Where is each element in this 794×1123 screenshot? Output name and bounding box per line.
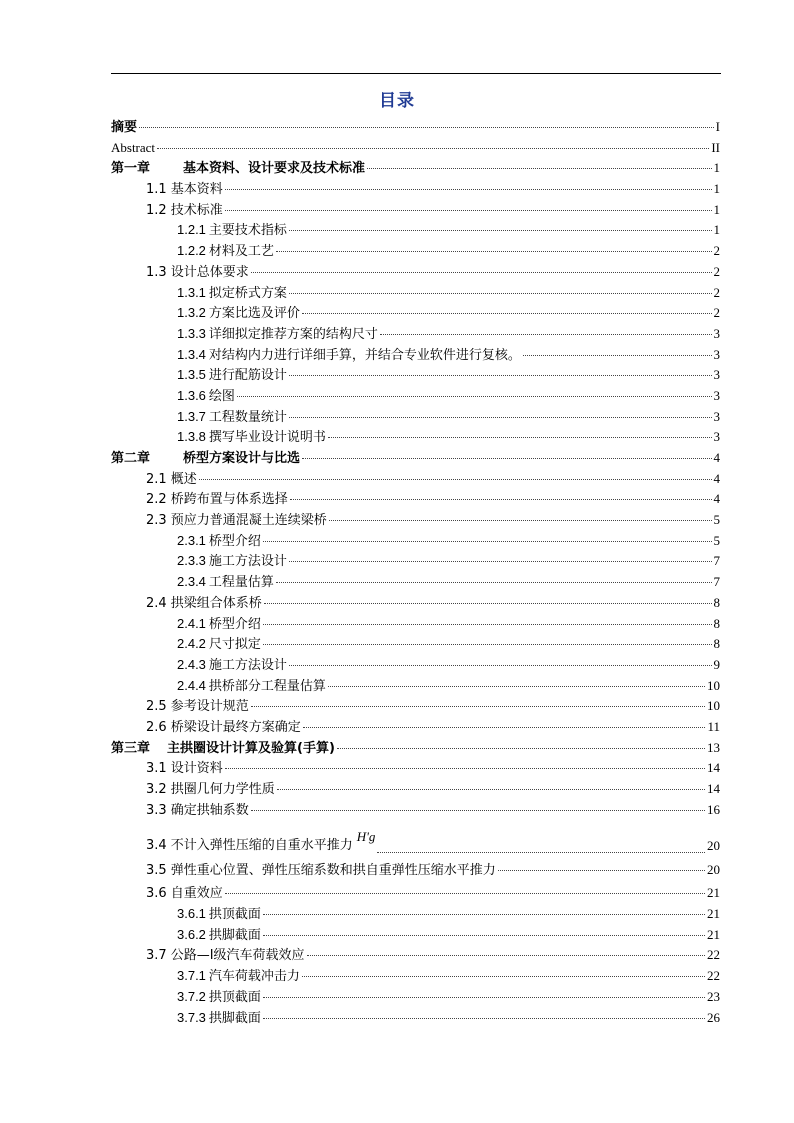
- toc-entry-title: 进行配筋设计: [208, 368, 287, 384]
- toc-entry-page: 5: [713, 532, 720, 548]
- dot-leader: [263, 624, 712, 625]
- toc-entry-page: 21: [707, 926, 720, 942]
- toc-entry-title: 桥梁设计最终方案确定: [170, 719, 301, 735]
- toc-entry-page: 21: [707, 885, 720, 901]
- toc-entry-title: 弹性重心位置、弹性压缩系数和拱自重弹性压缩水平推力: [170, 863, 496, 879]
- toc-entry[interactable]: [111, 365, 720, 386]
- toc-entry-page: 23: [707, 988, 720, 1004]
- toc-entry-number: 1.2: [146, 202, 167, 218]
- toc-entry[interactable]: [111, 883, 720, 904]
- toc-entry-title: 拟定桥式方案: [208, 285, 287, 301]
- dot-leader: [251, 810, 705, 811]
- dot-leader: [367, 168, 711, 169]
- dot-leader: [263, 914, 705, 915]
- dot-leader: [237, 396, 712, 397]
- dot-leader: [498, 870, 705, 871]
- toc-entry-page: 8: [713, 594, 720, 610]
- dot-leader: [289, 561, 712, 562]
- dot-leader: [225, 893, 705, 894]
- dot-leader: [199, 479, 712, 480]
- toc-entry-title: 方案比选及评价: [208, 306, 300, 322]
- toc-entry-page: I: [715, 119, 720, 134]
- toc-entry-page: 1: [713, 181, 720, 197]
- toc-entry-title: 基本资料: [170, 182, 223, 198]
- table-of-contents: [111, 117, 720, 1028]
- toc-entry-title: 桥跨布置与体系选择: [170, 492, 288, 508]
- toc-entry-page: 3: [713, 387, 720, 403]
- toc-entry-page: 10: [707, 677, 720, 693]
- toc-entry-number: 3.5: [146, 863, 167, 879]
- toc-entry-title: 桥型介绍: [208, 533, 261, 549]
- toc-entry-page: 1: [713, 201, 720, 217]
- toc-entry-number: 2.3: [146, 513, 167, 529]
- toc-entry-number: 3.7.2: [177, 988, 206, 1004]
- toc-entry-page: 2: [713, 305, 720, 321]
- dot-leader: [157, 148, 709, 149]
- toc-entry-title: 撰写毕业设计说明书: [208, 430, 326, 446]
- toc-entry-page: 4: [713, 491, 720, 507]
- toc-entry[interactable]: [111, 510, 720, 531]
- toc-entry[interactable]: [111, 179, 720, 200]
- toc-entry[interactable]: [111, 738, 720, 759]
- toc-entry-page: 20: [707, 862, 720, 878]
- toc-entry[interactable]: [111, 614, 720, 635]
- toc-entry-number: 3.3: [146, 802, 167, 818]
- toc-entry-number: 3.7: [146, 948, 167, 964]
- toc-entry-title: 施工方法设计: [208, 657, 287, 673]
- dot-leader: [328, 437, 712, 438]
- toc-entry-title: 材料及工艺: [208, 244, 274, 260]
- dot-leader: [289, 375, 712, 376]
- toc-entry[interactable]: [111, 987, 720, 1008]
- toc-entry-page: 22: [707, 968, 720, 984]
- toc-entry-title: 对结构内力进行详细手算，并结合专业软件进行复核。: [208, 347, 521, 363]
- toc-entry[interactable]: [111, 220, 720, 241]
- toc-entry-title: 主拱圈设计计算及验算(手算): [167, 740, 335, 756]
- toc-entry-title: 拱桥部分工程量估算: [208, 678, 326, 694]
- toc-entry[interactable]: [111, 696, 720, 717]
- toc-entry-number: 1.3.1: [177, 284, 206, 300]
- toc-entry[interactable]: [111, 241, 720, 262]
- toc-entry-page: 2: [713, 284, 720, 300]
- toc-entry-title: 拱梁组合体系桥: [170, 595, 262, 611]
- toc-entry-page: 16: [707, 801, 720, 817]
- toc-entry-page: 13: [707, 739, 720, 755]
- toc-entry-number: 1.1: [146, 182, 167, 198]
- toc-entry-title: 设计资料: [170, 761, 223, 777]
- toc-entry-title: 参考设计规范: [170, 699, 249, 715]
- toc-entry-title: 汽车荷载冲击力: [208, 969, 300, 985]
- toc-entry[interactable]: [111, 676, 720, 697]
- dot-leader: [329, 520, 712, 521]
- toc-entry-number: 3.6.1: [177, 906, 206, 922]
- toc-entry[interactable]: [111, 427, 720, 448]
- dot-leader: [277, 789, 705, 790]
- dot-leader: [302, 458, 711, 459]
- toc-entry-title: 工程数量统计: [208, 409, 287, 425]
- toc-entry[interactable]: [111, 407, 720, 428]
- toc-entry[interactable]: [111, 345, 720, 366]
- toc-entry-number: 第三章: [111, 740, 151, 756]
- toc-entry-page: 14: [707, 760, 720, 776]
- toc-entry-number: 1.3.7: [177, 408, 206, 424]
- toc-entry[interactable]: [111, 117, 720, 138]
- toc-entry-number: 3.6: [146, 886, 167, 902]
- toc-entry-title: 主要技术指标: [208, 223, 287, 239]
- toc-entry-number: 2.4.2: [177, 636, 206, 652]
- toc-entry-title: 施工方法设计: [208, 554, 287, 570]
- toc-entry-title: Abstract: [111, 139, 156, 155]
- dot-leader: [337, 748, 705, 749]
- toc-entry-title: 详细拟定推荐方案的结构尺寸: [208, 326, 378, 342]
- toc-entry-number: 第二章: [111, 451, 151, 466]
- toc-entry-number: 2.3.1: [177, 532, 206, 548]
- toc-entry[interactable]: [111, 800, 720, 821]
- toc-entry-number: 3.6.2: [177, 926, 206, 942]
- dot-leader: [139, 127, 714, 128]
- toc-entry[interactable]: [111, 779, 720, 800]
- toc-entry-number: 2.4.1: [177, 615, 206, 631]
- toc-entry-page: 3: [713, 408, 720, 424]
- dot-leader: [251, 706, 705, 707]
- toc-entry-number: 3.4: [146, 838, 167, 854]
- toc-entry[interactable]: [111, 551, 720, 572]
- toc-entry-page: 4: [713, 450, 720, 465]
- toc-entry[interactable]: [111, 200, 720, 221]
- toc-entry-page: 9: [713, 656, 720, 672]
- toc-entry-page: 3: [713, 346, 720, 362]
- toc-entry-number: 2.3.4: [177, 574, 206, 590]
- toc-entry-page: 3: [713, 429, 720, 445]
- toc-entry-page: 10: [707, 698, 720, 714]
- toc-entry-number: 1.3.2: [177, 305, 206, 321]
- toc-entry-title: 桥型方案设计与比选: [183, 451, 301, 466]
- toc-entry[interactable]: [111, 448, 720, 469]
- toc-entry-number: 2.4: [146, 595, 167, 611]
- toc-entry-number: 3.2: [146, 782, 167, 797]
- toc-entry-title: 拱顶截面: [208, 989, 261, 1005]
- toc-entry-title: 拱圈几何力学性质: [170, 782, 275, 797]
- toc-entry-page: 20: [707, 838, 720, 854]
- toc-entry-number: 2.5: [146, 699, 167, 715]
- toc-entry-page: 7: [713, 553, 720, 569]
- toc-entry-title: 摘要: [111, 120, 138, 135]
- toc-entry[interactable]: [111, 758, 720, 779]
- dot-leader: [263, 541, 712, 542]
- toc-entry-number: 2.2: [146, 492, 167, 508]
- toc-entry[interactable]: [111, 1008, 720, 1029]
- dot-leader: [289, 417, 712, 418]
- toc-entry-title: 基本资料、设计要求及技术标准: [183, 161, 366, 177]
- toc-entry[interactable]: [111, 489, 720, 510]
- dot-leader: [263, 1018, 705, 1019]
- toc-entry[interactable]: [111, 904, 720, 925]
- toc-entry-page: 3: [713, 325, 720, 341]
- toc-entry-page: 14: [707, 781, 720, 796]
- toc-entry-page: 21: [707, 906, 720, 922]
- toc-entry-title: 尺寸拟定: [208, 637, 261, 653]
- toc-entry-page: 1: [713, 160, 720, 176]
- toc-entry-page: 8: [713, 615, 720, 631]
- toc-entry-title: 自重效应: [170, 886, 223, 902]
- toc-entry-number: 3.7.3: [177, 1009, 206, 1025]
- dot-leader: [263, 997, 705, 998]
- toc-entry-number: 1.3: [146, 264, 167, 280]
- toc-entry-page: 3: [713, 367, 720, 383]
- toc-entry-number: 第一章: [111, 161, 151, 177]
- dot-leader: [290, 499, 712, 500]
- toc-entry-page: 7: [713, 574, 720, 590]
- dot-leader: [251, 272, 712, 273]
- toc-entry-page: II: [711, 139, 720, 155]
- dot-leader: [523, 355, 712, 356]
- dot-leader: [303, 727, 706, 728]
- dot-leader: [276, 251, 712, 252]
- toc-entry-number: 1.3.3: [177, 325, 206, 341]
- dot-leader: [380, 334, 712, 335]
- dot-leader: [289, 665, 712, 666]
- toc-entry-title: 不计入弹性压缩的自重水平推力: [170, 838, 353, 854]
- toc-entry[interactable]: [111, 283, 720, 304]
- toc-entry-number: 2.4.4: [177, 677, 206, 693]
- toc-entry-number: 2.6: [146, 719, 167, 735]
- toc-entry-title: 设计总体要求: [170, 264, 249, 280]
- dot-leader: [263, 644, 712, 645]
- toc-entry[interactable]: [111, 717, 720, 738]
- toc-entry[interactable]: [111, 925, 720, 946]
- toc-entry[interactable]: [111, 634, 720, 655]
- toc-entry-title: 工程量估算: [208, 575, 274, 591]
- toc-entry[interactable]: [111, 966, 720, 987]
- dot-leader: [328, 686, 705, 687]
- toc-entry-number: 1.3.4: [177, 346, 206, 362]
- dot-leader: [264, 603, 712, 604]
- toc-entry[interactable]: [111, 324, 720, 345]
- toc-entry[interactable]: [111, 593, 720, 614]
- toc-entry-title: 拱脚截面: [208, 1010, 261, 1026]
- dot-leader: [307, 955, 705, 956]
- toc-entry-number: 2.4.3: [177, 656, 206, 672]
- header-rule: [111, 73, 721, 74]
- dot-leader: [289, 230, 712, 231]
- toc-entry-title: 绘图: [208, 388, 235, 404]
- toc-entry-page: 11: [707, 718, 720, 734]
- toc-entry-number: 2.1: [146, 471, 167, 487]
- toc-entry[interactable]: [111, 262, 720, 283]
- toc-entry-title: 拱顶截面: [208, 907, 261, 923]
- toc-entry-page: 2: [713, 243, 720, 259]
- toc-entry-page: 5: [713, 512, 720, 528]
- toc-entry[interactable]: [111, 655, 720, 676]
- toc-entry-number: 1.3.5: [177, 367, 206, 383]
- toc-entry-page: 4: [713, 470, 720, 486]
- dot-leader: [263, 935, 705, 936]
- toc-entry[interactable]: [111, 303, 720, 324]
- dot-leader: [225, 768, 705, 769]
- toc-entry-number: 1.3.8: [177, 429, 206, 445]
- toc-entry-number: 2.3.3: [177, 553, 206, 569]
- toc-entry-title: 确定拱轴系数: [170, 802, 249, 818]
- toc-entry-title: 预应力普通混凝土连续梁桥: [170, 513, 327, 529]
- toc-entry-number: 1.2.1: [177, 222, 206, 238]
- toc-entry[interactable]: [111, 469, 720, 490]
- toc-entry-number: 3.7.1: [177, 968, 206, 984]
- toc-entry[interactable]: [111, 945, 720, 966]
- dot-leader: [302, 313, 712, 314]
- toc-entry-title: 概述: [170, 471, 197, 487]
- toc-entry-title: 技术标准: [170, 202, 223, 218]
- toc-entry-title: 公路—Ⅰ级汽车荷载效应: [170, 948, 305, 964]
- toc-entry[interactable]: [111, 572, 720, 593]
- toc-entry-page: 26: [707, 1009, 720, 1025]
- toc-entry-page: 22: [707, 947, 720, 963]
- toc-entry[interactable]: [111, 138, 720, 159]
- formula-symbol: H'g: [356, 829, 376, 845]
- toc-entry-number: 3.1: [146, 761, 167, 777]
- toc-entry[interactable]: [111, 820, 720, 860]
- toc-entry-page: 2: [713, 263, 720, 279]
- toc-entry-title: 桥型介绍: [208, 616, 261, 632]
- toc-entry-title: 拱脚截面: [208, 927, 261, 943]
- toc-entry[interactable]: [111, 860, 720, 883]
- dot-leader: [302, 976, 705, 977]
- dot-leader: [377, 852, 705, 853]
- toc-entry-page: 1: [713, 222, 720, 238]
- dot-leader: [276, 582, 712, 583]
- toc-entry[interactable]: [111, 531, 720, 552]
- toc-entry-number: 1.3.6: [177, 387, 206, 403]
- toc-entry-page: 8: [713, 636, 720, 652]
- dot-leader: [289, 293, 712, 294]
- toc-entry[interactable]: [111, 386, 720, 407]
- toc-entry[interactable]: [111, 158, 720, 179]
- toc-entry-number: 1.2.2: [177, 243, 206, 259]
- dot-leader: [225, 189, 712, 190]
- page-title: 目录: [379, 91, 415, 111]
- dot-leader: [225, 210, 712, 211]
